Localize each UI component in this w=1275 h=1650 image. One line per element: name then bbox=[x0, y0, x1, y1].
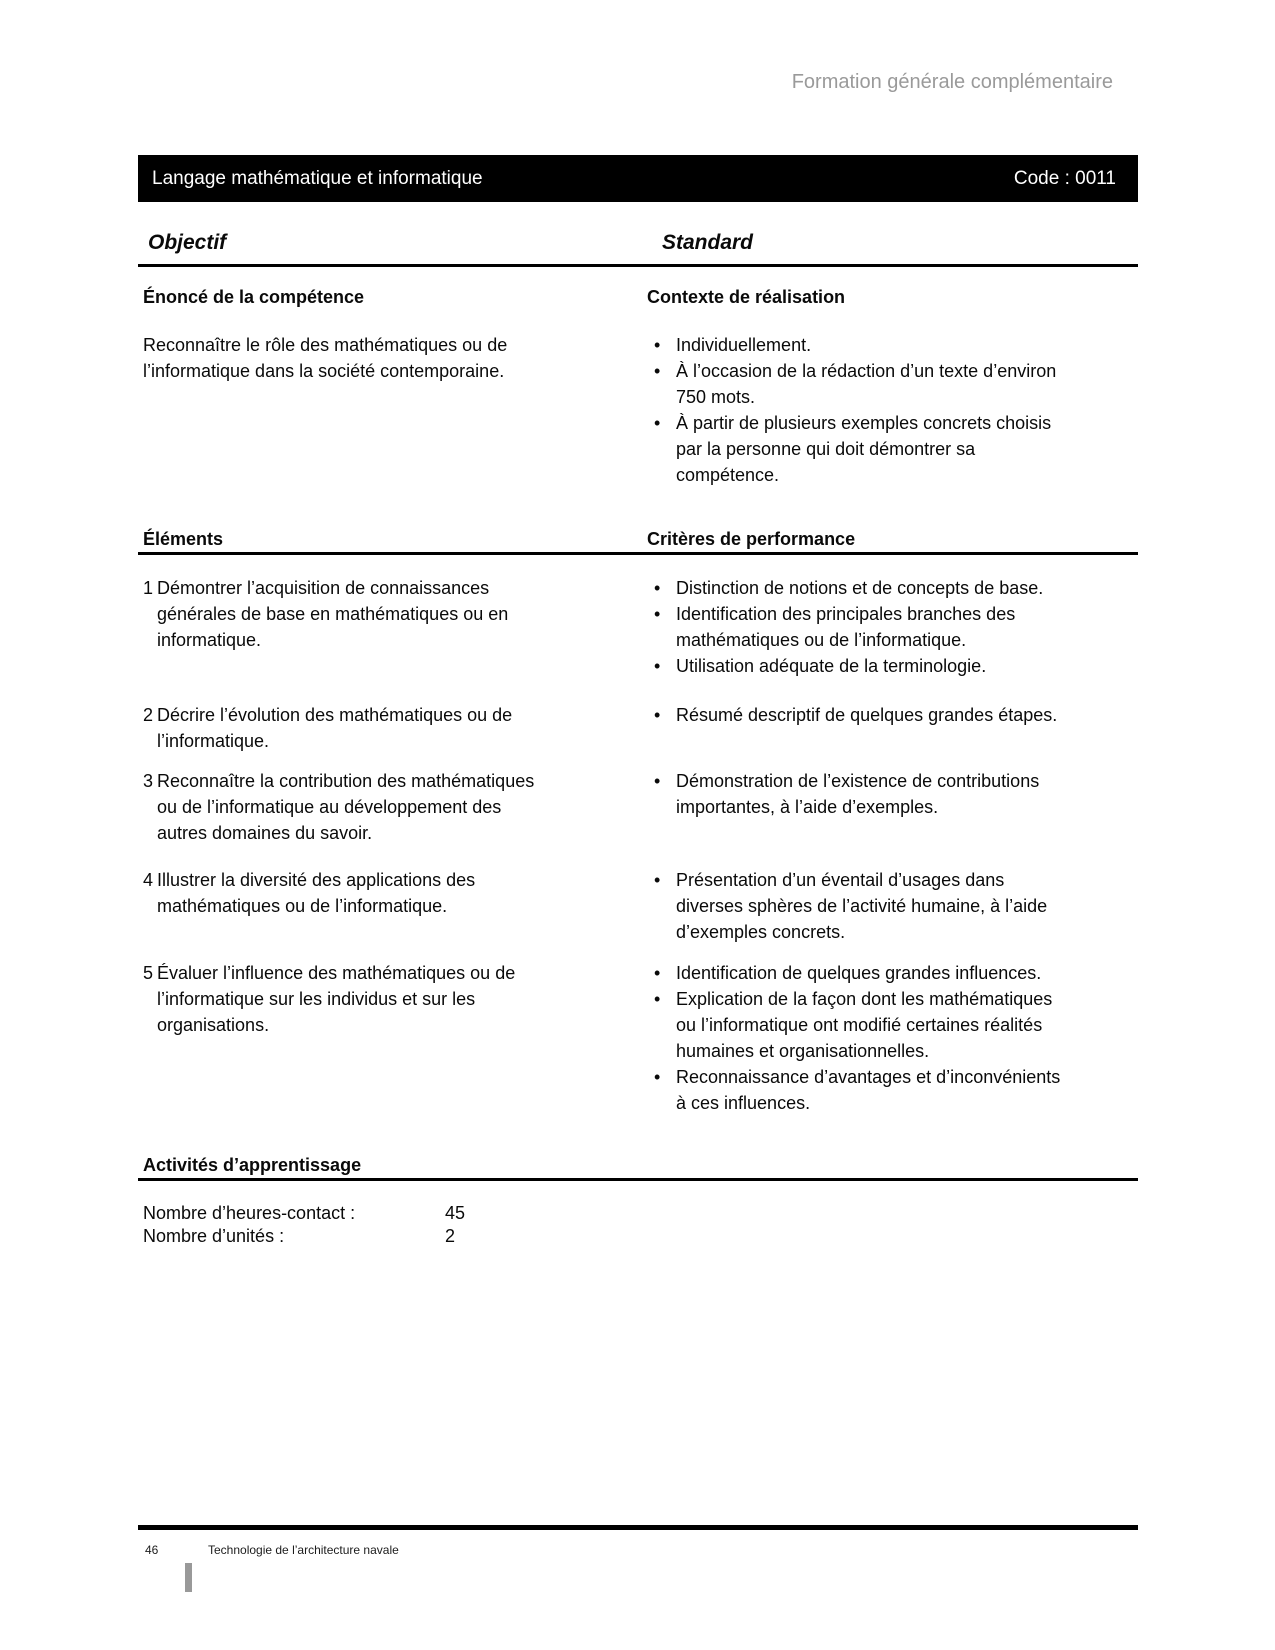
column-titles-row bbox=[138, 228, 1138, 267]
course-title: Langage mathématique et informatique bbox=[152, 167, 483, 189]
course-title-bar bbox=[138, 155, 1138, 202]
context-item: • À l’occasion de la rédaction d’un texte d’environ 750 mots. bbox=[645, 358, 1138, 410]
competence-context-section bbox=[138, 270, 1138, 488]
criteria-item: • Démonstration de l’existence de contributions importantes, à l’aide d’exemples. bbox=[645, 768, 1138, 820]
criteria-item: • Identification des principales branches des mathématiques ou de l’informatique. bbox=[645, 601, 1138, 653]
objectif-column-title: Objectif bbox=[148, 231, 227, 254]
element-cell bbox=[138, 702, 598, 754]
criteria-list bbox=[645, 960, 1138, 1116]
context-header: Contexte de réalisation bbox=[647, 287, 846, 307]
footer-program-name: Technologie de l’architecture navale bbox=[208, 1543, 399, 1557]
units-value: 2 bbox=[445, 1226, 456, 1246]
criteria-item: • Distinction de notions et de concepts de base. bbox=[645, 575, 1138, 601]
footer-page-number: 46 bbox=[145, 1543, 159, 1557]
criteria-item: • Résumé descriptif de quelques grandes étapes. bbox=[645, 702, 1138, 728]
footer-tick-mark bbox=[185, 1563, 192, 1592]
criteria-list bbox=[645, 575, 1138, 679]
element-number: 2 bbox=[143, 705, 154, 725]
element-row bbox=[138, 867, 1138, 945]
context-item: • À partir de plusieurs exemples concrets choisis par la personne qui doit démontrer sa compétence. bbox=[645, 410, 1138, 488]
element-number: 1 bbox=[143, 578, 154, 598]
context-column bbox=[645, 286, 1138, 488]
context-item: • Individuellement. bbox=[645, 332, 1138, 358]
learning-activities-header: Activités d’apprentissage bbox=[138, 1153, 1138, 1181]
elements-body bbox=[138, 552, 1138, 1118]
competence-column bbox=[138, 286, 598, 488]
elements-header: Éléments bbox=[143, 529, 224, 549]
criteria-item: • Reconnaissance d’avantages et d’inconvénients à ces influences. bbox=[645, 1064, 1138, 1116]
element-text: Démontrer l’acquisition de connaissances générales de base en mathématiques ou en informatique. bbox=[157, 578, 509, 650]
activity-row bbox=[138, 1202, 1138, 1225]
element-row bbox=[138, 960, 1138, 1116]
learning-activities-rows bbox=[138, 1202, 1138, 1248]
element-text: Évaluer l’influence des mathématiques ou de l’informatique sur les individus et sur les organisations. bbox=[157, 963, 516, 1035]
element-row bbox=[138, 768, 1138, 846]
competence-text: Reconnaître le rôle des mathématiques ou de l’informatique dans la société contemporaine. bbox=[143, 335, 508, 381]
element-row bbox=[138, 575, 1138, 679]
element-text: Illustrer la diversité des applications des mathématiques ou de l’informatique. bbox=[157, 870, 476, 916]
running-header: Formation générale complémentaire bbox=[791, 71, 1113, 93]
units-label: Nombre d’unités : bbox=[143, 1226, 285, 1246]
standard-column-title: Standard bbox=[662, 231, 754, 254]
element-cell bbox=[138, 960, 598, 1116]
element-text: Décrire l’évolution des mathématiques ou de l’informatique. bbox=[157, 705, 513, 751]
criteria-item: • Présentation d’un éventail d’usages dans diverses sphères de l’activité humaine, à l’aide d’exemples concrets. bbox=[645, 867, 1138, 945]
element-cell bbox=[138, 575, 598, 679]
element-row bbox=[138, 702, 1138, 754]
element-number: 4 bbox=[143, 870, 154, 890]
element-cell bbox=[138, 768, 598, 846]
course-code: Code : 0011 bbox=[1013, 167, 1116, 189]
elements-criteria-header-row bbox=[138, 524, 1138, 555]
learning-activities-section bbox=[138, 1151, 1138, 1248]
context-list bbox=[645, 332, 1138, 488]
hours-contact-label: Nombre d’heures-contact : bbox=[143, 1203, 356, 1223]
criteria-item: • Identification de quelques grandes influences. bbox=[645, 960, 1138, 986]
element-number: 3 bbox=[143, 771, 154, 791]
criteria-list bbox=[645, 702, 1138, 754]
criteria-header: Critères de performance bbox=[647, 529, 856, 549]
element-number: 5 bbox=[143, 963, 154, 983]
criteria-item: • Explication de la façon dont les mathématiques ou l’informatique ont modifié certaines réalités humaines et organisationnelles. bbox=[645, 986, 1138, 1064]
criteria-item: • Utilisation adéquate de la terminologie. bbox=[645, 653, 1138, 679]
activity-row bbox=[138, 1225, 1138, 1248]
footer-rule bbox=[138, 1525, 1138, 1530]
element-text: Reconnaître la contribution des mathématiques ou de l’informatique au développement des autres domaines du savoir. bbox=[157, 771, 535, 843]
element-cell bbox=[138, 867, 598, 945]
criteria-list bbox=[645, 867, 1138, 945]
competence-header: Énoncé de la compétence bbox=[143, 287, 365, 307]
hours-contact-value: 45 bbox=[445, 1203, 466, 1223]
criteria-list bbox=[645, 768, 1138, 846]
